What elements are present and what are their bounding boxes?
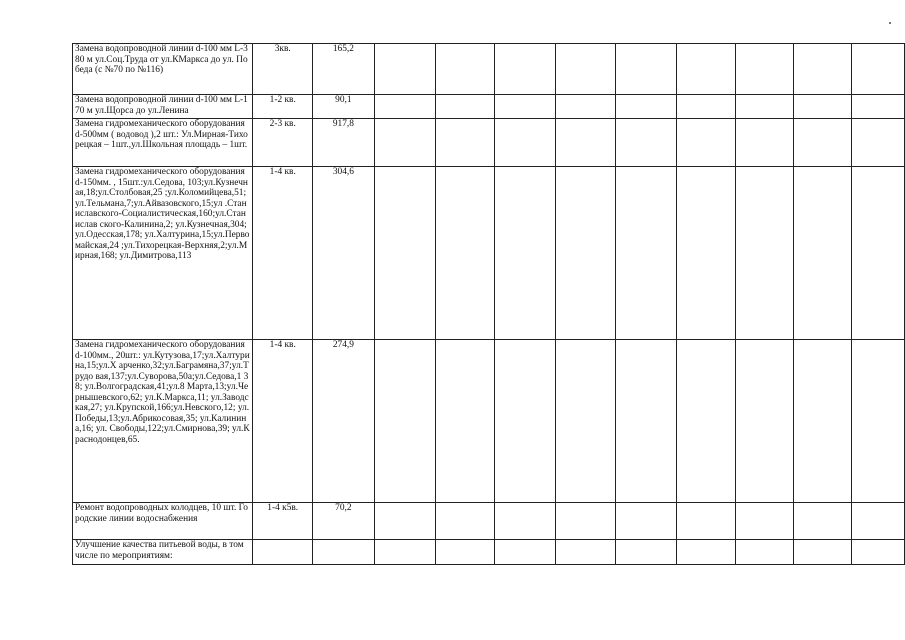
empty-cell bbox=[676, 95, 735, 119]
empty-cell bbox=[615, 503, 676, 540]
empty-cell bbox=[676, 540, 735, 565]
empty-cell bbox=[736, 119, 793, 167]
empty-cell bbox=[676, 44, 735, 95]
empty-cell bbox=[436, 119, 494, 167]
empty-cell bbox=[436, 95, 494, 119]
empty-cell bbox=[556, 340, 615, 503]
empty-cell bbox=[615, 119, 676, 167]
table-row bbox=[73, 167, 905, 340]
empty-cell bbox=[676, 503, 735, 540]
work-description-cell bbox=[73, 44, 253, 95]
period-cell bbox=[253, 540, 313, 565]
empty-cell bbox=[852, 95, 905, 119]
work-description-cell bbox=[73, 540, 253, 565]
empty-cell bbox=[494, 540, 555, 565]
empty-cell bbox=[615, 340, 676, 503]
empty-cell bbox=[374, 503, 435, 540]
amount-cell: 90,1 bbox=[313, 95, 375, 119]
empty-cell bbox=[374, 540, 435, 565]
work-description: Замена гидромеханического оборудования d-150мм. , 15шт.:ул.Седова, 103;ул.Кузнечная,18;ул.Столбовая,25 ;ул.Коломийцева,51; ул.Тельмана,7;ул.Айвазовского,15;ул .Станиславского-Социалистическая,160;ул.Станислав ского-Калинина,2; ул.Кузнечная,304;ул.Одесская,178; ул.Халтурина,15;ул.Первомайская,24 ;ул.Тихорецкая-Верхняя,2;ул.Мирная,168; ул.Димитрова,113 bbox=[75, 167, 250, 261]
empty-cell bbox=[556, 503, 615, 540]
table-row bbox=[73, 503, 905, 540]
empty-cell bbox=[494, 340, 555, 503]
empty-cell bbox=[494, 44, 555, 95]
empty-cell bbox=[852, 167, 905, 340]
empty-cell bbox=[793, 503, 851, 540]
empty-cell bbox=[793, 44, 851, 95]
empty-cell bbox=[436, 540, 494, 565]
work-description: Замена гидромеханического оборудования d-500мм ( водовод ),2 шт.: Ул.Мирная-Тихорецкая – 1шт.,ул.Школьная площадь – 1шт. bbox=[75, 119, 248, 150]
work-description: Ремонт водопроводных колодцев, 10 шт. Городские линии водоснабжения bbox=[75, 503, 248, 524]
empty-cell bbox=[615, 44, 676, 95]
amount-cell: 70,2 bbox=[313, 503, 375, 540]
empty-cell bbox=[676, 340, 735, 503]
empty-cell bbox=[736, 167, 793, 340]
empty-cell bbox=[556, 540, 615, 565]
empty-cell bbox=[852, 340, 905, 503]
empty-cell bbox=[494, 119, 555, 167]
period-cell: 1-4 к5в. bbox=[253, 503, 313, 540]
table-row bbox=[73, 95, 905, 119]
empty-cell bbox=[494, 167, 555, 340]
empty-cell bbox=[676, 119, 735, 167]
work-description-cell bbox=[73, 167, 253, 340]
amount-cell: 917,8 bbox=[313, 119, 375, 167]
work-description-cell bbox=[73, 340, 253, 503]
amount-cell bbox=[313, 540, 375, 565]
table-row bbox=[73, 119, 905, 167]
empty-cell bbox=[615, 167, 676, 340]
empty-cell bbox=[556, 119, 615, 167]
empty-cell bbox=[374, 95, 435, 119]
empty-cell bbox=[556, 44, 615, 95]
table-row bbox=[73, 340, 905, 503]
scan-speck bbox=[889, 22, 891, 24]
period-cell: 1-4 кв. bbox=[253, 340, 313, 503]
table-body bbox=[73, 44, 905, 565]
work-description: Замена водопроводной линии d-100 мм L-170 м ул.Щорса до ул.Ленина bbox=[75, 95, 248, 116]
empty-cell bbox=[615, 95, 676, 119]
program-table bbox=[72, 43, 905, 565]
empty-cell bbox=[852, 44, 905, 95]
period-cell: 1-2 кв. bbox=[253, 95, 313, 119]
empty-cell bbox=[436, 167, 494, 340]
empty-cell bbox=[736, 540, 793, 565]
empty-cell bbox=[736, 95, 793, 119]
empty-cell bbox=[793, 340, 851, 503]
work-description-cell bbox=[73, 95, 253, 119]
empty-cell bbox=[736, 340, 793, 503]
work-description-cell bbox=[73, 119, 253, 167]
empty-cell bbox=[736, 44, 793, 95]
empty-cell bbox=[793, 540, 851, 565]
empty-cell bbox=[676, 167, 735, 340]
empty-cell bbox=[374, 340, 435, 503]
table-row bbox=[73, 44, 905, 95]
empty-cell bbox=[374, 119, 435, 167]
period-cell: 3кв. bbox=[253, 44, 313, 95]
period-cell: 2-3 кв. bbox=[253, 119, 313, 167]
empty-cell bbox=[852, 540, 905, 565]
empty-cell bbox=[852, 119, 905, 167]
empty-cell bbox=[436, 340, 494, 503]
empty-cell bbox=[852, 503, 905, 540]
work-description: Улучшение качества питьевой воды, в том числе по мероприятиям: bbox=[75, 540, 244, 561]
empty-cell bbox=[793, 119, 851, 167]
empty-cell bbox=[374, 167, 435, 340]
amount-cell: 304,6 bbox=[313, 167, 375, 340]
amount-cell: 165,2 bbox=[313, 44, 375, 95]
empty-cell bbox=[374, 44, 435, 95]
empty-cell bbox=[615, 540, 676, 565]
empty-cell bbox=[494, 95, 555, 119]
period-cell: 1-4 кв. bbox=[253, 167, 313, 340]
work-description: Замена водопроводной линии d-100 мм L-380 м ул.Соц.Труда от ул.КМаркса до ул. Победа (с №70 по №116) bbox=[75, 44, 248, 75]
empty-cell bbox=[494, 503, 555, 540]
work-description: Замена гидромеханического оборудования d-100мм., 20шт.: ул.Кутузова,17;ул.Халтурина,15;ул.Х арченко,32;ул.Баграмяна,37;ул.Трудо вая,137;ул.Суворова,50а;ул.Седова,1 38; ул.Волгоградская,41;ул.8 Марта,13;ул.Чернышевского,62; ул.К.Маркса,11; ул.Заводская,27; ул.Крупской,166;ул.Невского,12; ул.Победы,13;ул.Абрикосовая,35; ул.Калинина,16; ул. Свободы,122;ул.Смирнова,39; ул.Краснодонцев,65. bbox=[75, 340, 250, 445]
empty-cell bbox=[556, 95, 615, 119]
empty-cell bbox=[793, 167, 851, 340]
empty-cell bbox=[556, 167, 615, 340]
empty-cell bbox=[436, 44, 494, 95]
work-description-cell bbox=[73, 503, 253, 540]
empty-cell bbox=[793, 95, 851, 119]
amount-cell: 274,9 bbox=[313, 340, 375, 503]
empty-cell bbox=[436, 503, 494, 540]
empty-cell bbox=[736, 503, 793, 540]
table-row bbox=[73, 540, 905, 565]
